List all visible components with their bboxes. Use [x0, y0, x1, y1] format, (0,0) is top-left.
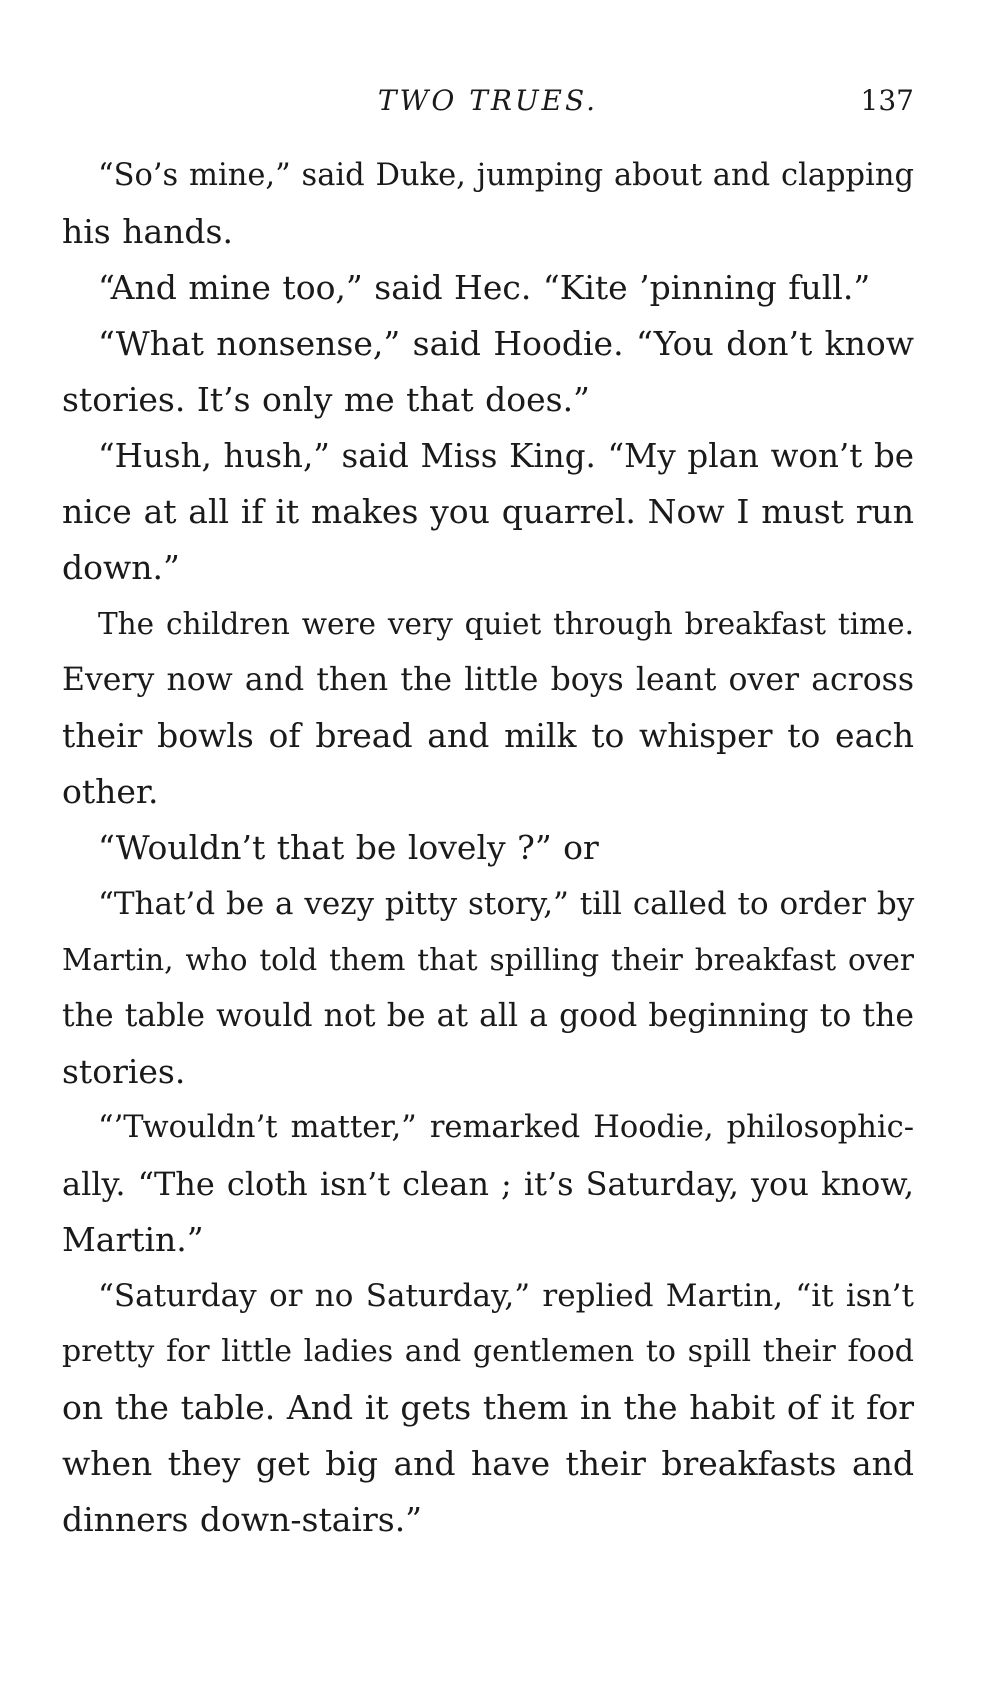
text-line: down.”	[62, 548, 180, 587]
text-line: “So’s mine,” said Duke, jumping about and clapping	[98, 158, 914, 193]
text-line: “And mine too,” said Hec. “Kite ’pinning full.”	[98, 268, 871, 307]
text-line: pretty for little ladies and gentlemen to spill their food	[62, 1334, 914, 1369]
text-line: nice at all if it makes you quarrel. Now I must run	[62, 492, 914, 531]
text-line: the table would not be at all a good beginning to the	[62, 998, 914, 1034]
running-title: TWO TRUES.	[377, 84, 599, 117]
text-line: “’Twouldn’t matter,” remarked Hoodie, philosophic-	[98, 1110, 914, 1145]
text-line: Martin, who told them that spilling their breakfast over	[62, 943, 914, 977]
text-line: “That’d be a vezy pitty story,” till called to order by	[98, 886, 915, 922]
text-line: Martin.”	[62, 1220, 204, 1259]
page-header	[62, 84, 914, 124]
text-line: their bowls of bread and milk to whisper to each	[62, 716, 914, 755]
text-line: dinners down-stairs.”	[62, 1500, 423, 1539]
text-line: when they get big and have their breakfasts and	[62, 1444, 914, 1483]
text-line: ally. “The cloth isn’t clean ; it’s Saturday, you know,	[62, 1165, 914, 1203]
text-line: on the table. And it gets them in the habit of it for	[62, 1388, 914, 1427]
page-number: 137	[860, 84, 914, 117]
body-text	[62, 148, 914, 1548]
text-line: “Saturday or no Saturday,” replied Martin, “it isn’t	[98, 1278, 914, 1314]
text-line: The children were very quiet through breakfast time.	[98, 607, 914, 641]
text-line: “Wouldn’t that be lovely ?” or	[98, 828, 599, 867]
text-line: his hands.	[62, 212, 233, 251]
text-line: stories.	[62, 1052, 186, 1091]
text-line: other.	[62, 772, 159, 811]
text-line: “Hush, hush,” said Miss King. “My plan won’t be	[98, 437, 914, 475]
text-line: stories. It’s only me that does.”	[62, 380, 590, 419]
text-line: Every now and then the little boys leant over across	[62, 662, 914, 698]
text-line: “What nonsense,” said Hoodie. “You don’t know	[98, 324, 914, 363]
